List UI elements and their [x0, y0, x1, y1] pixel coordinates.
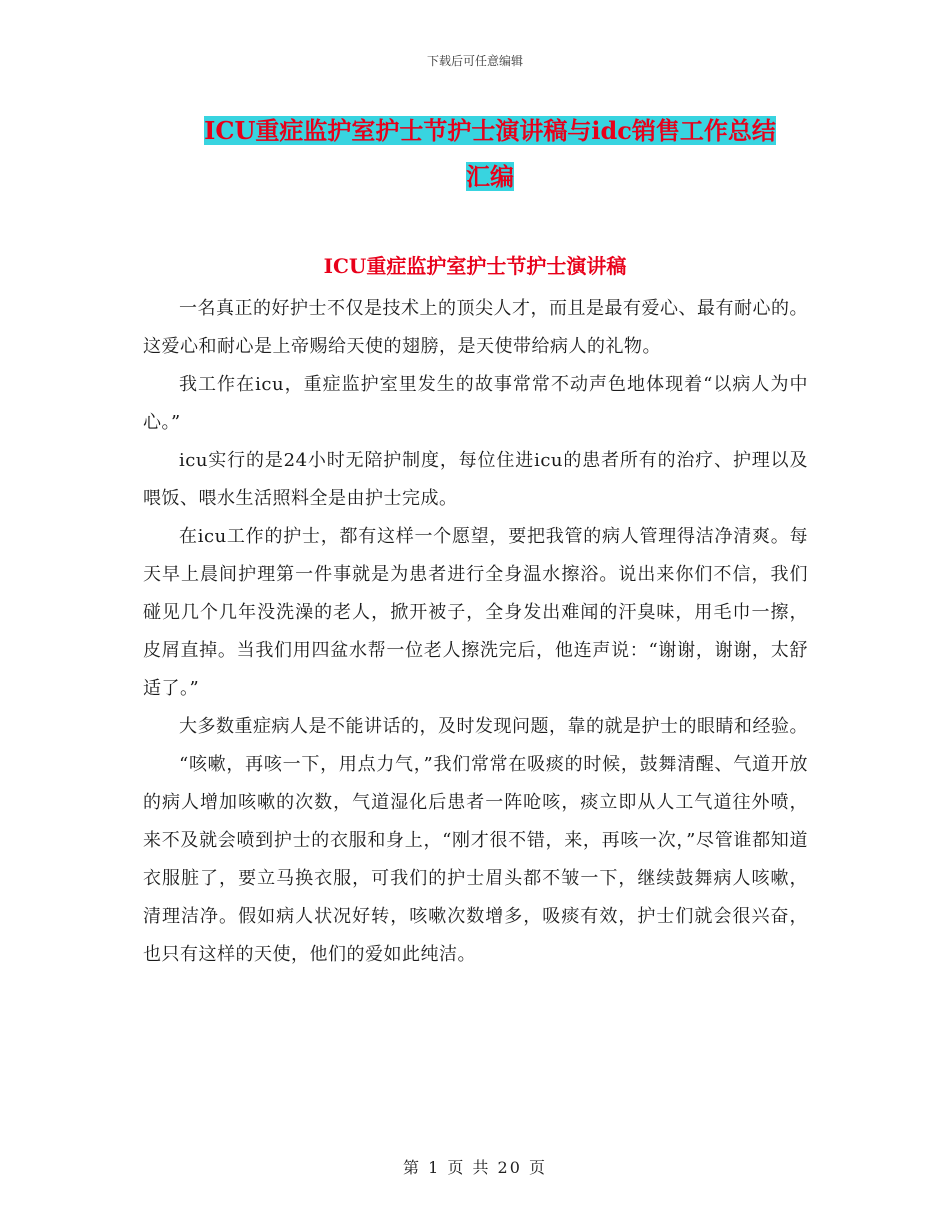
- document-title-line2: 汇编: [466, 162, 514, 191]
- paragraph: 一名真正的好护士不仅是技术上的顶尖人才，而且是最有爱心、最有耐心的。这爱心和耐心是上帝赐给天使的翅膀，是天使带给病人的礼物。: [143, 298, 808, 357]
- paragraph: icu实行的是24小时无陪护制度，每位住进icu的患者所有的治疗、护理以及喂饭、喂水生活照料全是由护士完成。: [143, 450, 808, 509]
- page-number: 第 1 页 共 20 页: [403, 1158, 547, 1177]
- paragraph: 在icu工作的护士，都有这样一个愿望，要把我管的病人管理得洁净清爽。每天早上晨间护理第一件事就是为患者进行全身温水擦浴。说出来你们不信，我们碰见几个几年没洗澡的老人，掀开被子，全身发出难闻的汗臭味，用毛巾一擦，皮屑直掉。当我们用四盆水帮一位老人擦洗完后，他连声说：“谢谢，谢谢，太舒适了。”: [143, 526, 808, 699]
- section-title: ICU重症监护室护士节护士演讲稿: [323, 254, 627, 278]
- document-body: [143, 290, 808, 974]
- page-header-note: 下载后可任意编辑: [426, 54, 523, 68]
- paragraph: 大多数重症病人是不能讲话的，及时发现问题，靠的就是护士的眼睛和经验。: [179, 716, 808, 737]
- paragraph: 我工作在icu，重症监护室里发生的故事常常不动声色地体现着“以病人为中心。”: [143, 374, 808, 433]
- paragraph: “咳嗽，再咳一下，用点力气，”我们常常在吸痰的时候，鼓舞清醒、气道开放的病人增加咳嗽的次数，气道湿化后患者一阵呛咳，痰立即从人工气道往外喷，来不及就会喷到护士的衣服和身上，“刚才很不错，来，再咳一次，”尽管谁都知道衣服脏了，要立马换衣服，可我们的护士眉头都不皱一下，继续鼓舞病人咳嗽，清理洁净。假如病人状况好转，咳嗽次数增多，吸痰有效，护士们就会很兴奋，也只有这样的天使，他们的爱如此纯洁。: [143, 754, 808, 965]
- document-title-line1: ICU重症监护室护士节护士演讲稿与idc销售工作总结: [204, 116, 776, 145]
- document-title: [170, 108, 810, 200]
